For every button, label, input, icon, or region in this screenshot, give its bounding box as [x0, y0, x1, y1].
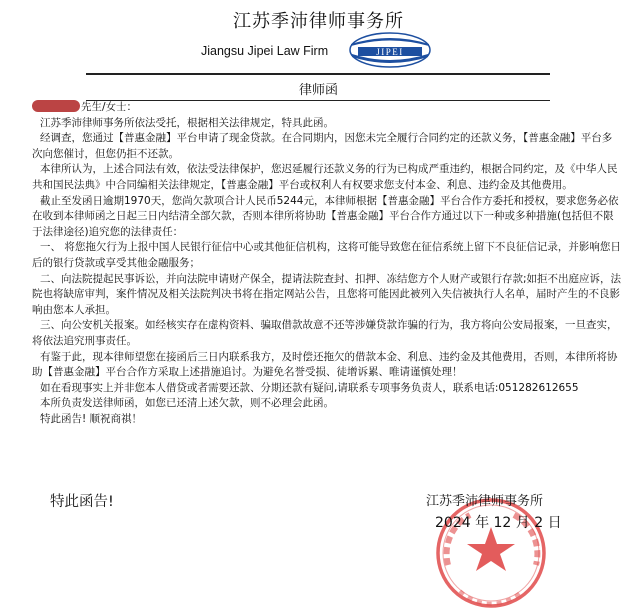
paragraph: 有鉴于此，现本律师望您在接函后三日内联系我方，及时偿还拖欠的借款本金、利息、违约金及其他费用，否则，本律所将协助【普惠金融】平台合作方采取上述措施追讨。为避免名誉受损、徒增诉累、唯请谨慎处理！: [32, 350, 618, 379]
letter-body: [32, 100, 622, 427]
signature-firm-name: 江苏季沛律师事务所: [426, 494, 544, 509]
firm-name-en: Jiangsu Jipei Law Firm: [201, 44, 329, 58]
salutation-line: [32, 100, 622, 116]
paragraph: 江苏季沛律师事务所依法受托，根据相关法律规定，特具此函。: [40, 116, 334, 129]
paragraph: 三、向公安机关报案。如经核实存在虚构资料、骗取借款故意不还等涉嫌贷款诈骗的行为，我方将向公安局报案，一旦查实，将依法追究刑事责任。: [32, 319, 618, 347]
paragraph: 一、 将您拖欠行为上报中国人民银行征信中心或其他征信机构，这将可能导致您在征信系统上留下不良征信记录，并影响您日后的银行贷款或享受其他金融服务；: [32, 241, 621, 269]
paragraph: 二、向法院提起民事诉讼，并向法院申请财产保全，提请法院查封、扣押、冻结您方个人财产或银行存款;如拒不出庭应诉，法院也将缺席审判，案件情况及相关法院判决书将在指定网站公告，且您将可能因此被列入失信被执行人名单，届时产生的不良影响由您本人承担。: [32, 272, 622, 316]
redacted-name: [32, 100, 80, 112]
paragraph: 经调查，您通过【普惠金融】平台申请了现金贷款。在合同期内，因您未完全履行合同约定的还款义务，【普惠金融】平台多次向您催讨，但您仍拒不还款。: [32, 132, 613, 160]
official-seal: [430, 493, 552, 609]
paragraph: 本律所认为，上述合同法有效，依法受法律保护，您迟延履行还款义务的行为已构成严重违约，根据合同约定，及《中华人民共和国民法典》中合同编相关法律规定，【普惠金融】平台或权利人有权要求您支付本金、利息、违约金及其他费用。: [32, 163, 618, 191]
header-divider: [86, 73, 550, 75]
signature-date: 2024 年 12 月 2 日: [435, 515, 562, 531]
salutation: 先生/女士：: [81, 101, 138, 113]
paragraph: 特此函告! 顺祝商祺！: [40, 412, 143, 425]
firm-name-cn: 江苏季沛律师事务所: [233, 11, 404, 32]
closing-text: 特此函告!: [50, 494, 114, 510]
paragraph: 如在看现事实上并非您本人借贷或者需要还款、分期还款有疑问,请联系专项事务负责人，联系电话:051282612655: [40, 381, 579, 394]
document-title: 律师函: [298, 83, 338, 98]
paragraph: 本所负责发送律师函，如您已还清上述欠款，则不必理会此函。: [40, 397, 334, 410]
firm-logo: [348, 30, 432, 70]
logo-text: JIPEI: [376, 47, 404, 57]
paragraph: 截止至发函日逾期1970天，您尚欠款项合计人民币5244元，本律师根据【普惠金融】平台合作方委托和授权，要求您务必依在收到本律师函之日起三日内结清全部欠款，否则本律所将协助【普惠金融】平台合作方通过以下一种或多种措施(包括但不限于法律途径)追究您的法律责任：: [32, 194, 619, 238]
